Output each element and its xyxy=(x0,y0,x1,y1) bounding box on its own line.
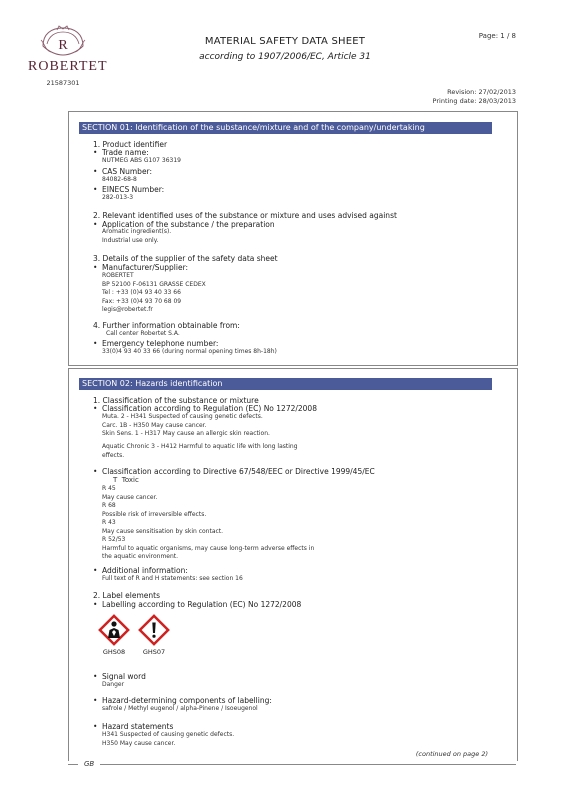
application-lines: Aromatic ingredient(s). Industrial use only. xyxy=(102,228,172,244)
document-code: 21587301 xyxy=(46,79,80,87)
footer-rule-right xyxy=(100,764,516,765)
ghs07-code: GHS07 xyxy=(142,648,166,656)
printing-date: Printing date: 28/03/2013 xyxy=(432,97,516,105)
product-identifier-title: 1. Product identifier xyxy=(93,140,168,149)
hazard-statements-label: • Hazard statements xyxy=(102,722,173,731)
ghs08-code: GHS08 xyxy=(102,648,126,656)
cas-number-label: • CAS Number: xyxy=(102,167,152,176)
clp-classification-label: • Classification according to Regulation (EC) No 1272/2008 xyxy=(102,404,317,413)
supplier-details-title: 3. Details of the supplier of the safety data sheet xyxy=(93,254,278,263)
further-info-title: 4. Further information obtainable from: xyxy=(93,321,240,330)
labelling-regulation-label: • Labelling according to Regulation (EC) No 1272/2008 xyxy=(102,600,301,609)
label-elements-title: 2. Label elements xyxy=(93,591,160,600)
hazard-statements-lines: H341 Suspected of causing genetic defects. H350 May cause cancer. xyxy=(102,731,235,747)
cas-number-value: 84082-68-8 xyxy=(102,176,137,183)
document-title: MATERIAL SAFETY DATA SHEET xyxy=(204,36,366,47)
aquatic-classification-lines: Aquatic Chronic 3 - H412 Harmful to aquatic life with long lasting effects. xyxy=(102,443,298,459)
trade-name-value: NUTMEG ABS G107 36319 xyxy=(102,157,181,164)
country-code: GB xyxy=(84,760,95,768)
section-01-heading: SECTION 01: Identification of the substance/mixture and of the company/undertaking xyxy=(79,122,492,134)
hazard-components-label: • Hazard-determining components of labelling: xyxy=(102,696,272,705)
page-number: Page: 1 / 8 xyxy=(478,32,516,40)
hazard-components-value: safrole / Methyl eugenol / alpha-Pinene / Isoeugenol xyxy=(102,705,258,712)
classification-title: 1. Classification of the substance or mixture xyxy=(93,396,259,405)
document-subtitle: according to 1907/2006/EC, Article 31 xyxy=(199,52,371,62)
ghs07-pictogram xyxy=(137,613,171,656)
logo-wordmark: ROBERTET xyxy=(28,59,108,74)
ghs08-pictogram xyxy=(97,613,131,656)
einecs-number-label: • EINECS Number: xyxy=(102,185,164,194)
clp-classification-lines: Muta. 2 - H341 Suspected of causing genetic defects. Carc. 1B - H350 May cause cancer. Skin Sens. 1 - H317 May cause an allergic skin reaction. xyxy=(102,413,270,437)
exclamation-mark-icon xyxy=(137,613,171,647)
section-01-box xyxy=(68,111,518,366)
toxic-symbol-text: T Toxic xyxy=(113,476,139,484)
signal-word-value: Danger xyxy=(102,681,125,688)
additional-info-label: • Additional information: xyxy=(102,566,188,575)
trade-name-label: • Trade name: xyxy=(102,148,149,157)
section-02-heading: SECTION 02: Hazards identification xyxy=(79,378,492,390)
signal-word-label: • Signal word xyxy=(102,672,146,681)
footer-rule-left xyxy=(68,764,78,765)
continued-note: (continued on page 2) xyxy=(415,750,488,758)
revision-info xyxy=(433,88,516,106)
identified-uses-title: 2. Relevant identified uses of the substance or mixture and uses advised against xyxy=(93,211,397,220)
health-hazard-icon xyxy=(97,613,131,647)
section-02-box xyxy=(68,368,518,761)
directive-classification-label: • Classification according to Directive 67/548/EEC or Directive 1999/45/EC xyxy=(102,467,375,476)
additional-info-value: Full text of R and H statements: see section 16 xyxy=(102,575,243,582)
emergency-phone-value: 33(0)4 93 40 33 66 (during normal opening times 8h-18h) xyxy=(102,348,277,355)
einecs-number-value: 282-013-3 xyxy=(102,194,134,201)
manufacturer-lines: ROBERTET BP 52100 F-06131 GRASSE CEDEX Tel : +33 (0)4 93 40 33 66 Fax: +33 (0)4 93 70 68 09 legis@robertet.fr xyxy=(102,272,206,313)
emergency-phone-label: • Emergency telephone number: xyxy=(102,339,218,348)
manufacturer-label: • Manufacturer/Supplier: xyxy=(102,263,188,272)
logo-letter: R xyxy=(58,38,68,53)
further-info-value: Call center Robertet S.A. xyxy=(106,330,180,337)
risk-phrases: R 45 May cause cancer. R 68 Possible risk of irreversible effects. R 43 May cause sensitisation by skin contact. R 52/53 Harmful to aquatic organisms, may cause long-term adverse effects in the aquatic environment. xyxy=(102,485,315,560)
revision-date: Revision: 27/02/2013 xyxy=(447,88,516,96)
application-label: • Application of the substance / the preparation xyxy=(102,220,275,229)
